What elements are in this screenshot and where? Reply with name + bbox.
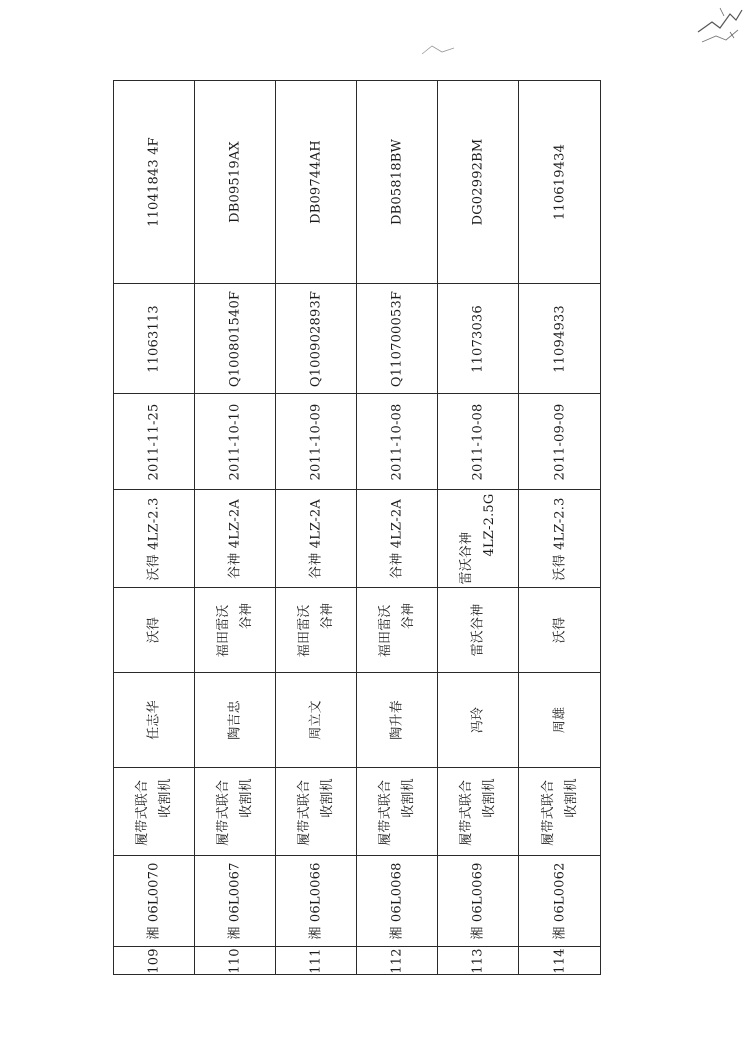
- machine-line-2: 收割机: [320, 777, 335, 818]
- serial-cell: [195, 81, 276, 284]
- table-row: [114, 856, 601, 947]
- machine-line-1: 履带式联合: [135, 779, 150, 846]
- model-cell: [114, 490, 195, 588]
- table-row: [114, 81, 601, 284]
- model-cell: [357, 490, 438, 588]
- brand-line-1: 福田雷沃: [378, 604, 393, 658]
- plate-cell: [519, 856, 601, 947]
- brand-cell: [519, 588, 601, 673]
- invoice-text: 11094933: [552, 304, 567, 373]
- invoice-text: Q100801540F: [227, 290, 243, 387]
- brand-cell: [195, 588, 276, 673]
- row-number-text: 111: [308, 947, 324, 974]
- table-row: [114, 768, 601, 856]
- date-text: 2011-11-25: [146, 403, 162, 480]
- date-cell: [438, 394, 519, 490]
- plate-text: 湘 06L0062: [552, 862, 567, 940]
- brand-line-1: 福田雷沃: [297, 604, 312, 658]
- machine-text: [459, 778, 497, 846]
- serial-text: DB09519AX: [227, 141, 243, 223]
- row-number-cell: [195, 947, 276, 975]
- brand-text: 沃得: [552, 616, 567, 644]
- date-cell: [276, 394, 357, 490]
- table-row: [114, 588, 601, 673]
- machine-line-2: 收割机: [401, 777, 416, 818]
- brand-cell: [114, 588, 195, 673]
- date-cell: [195, 394, 276, 490]
- plate-text: 湘 06L0067: [227, 862, 243, 940]
- model-cell: [438, 490, 519, 588]
- invoice-text: 11063113: [146, 304, 162, 373]
- row-number-text: 114: [552, 947, 567, 974]
- row-number-text: 113: [470, 947, 486, 974]
- row-number-cell: [357, 947, 438, 975]
- row-number-text: 110: [227, 947, 243, 974]
- machine-line-2: 收割机: [482, 777, 497, 818]
- owner-text: 周立文: [308, 700, 324, 740]
- model-text: 谷神 4LZ-2A: [308, 498, 324, 579]
- table-row: [114, 947, 601, 975]
- owner-cell: [195, 673, 276, 768]
- plate-text: 湘 06L0066: [308, 862, 324, 940]
- owner-text: 冯玲: [470, 706, 486, 734]
- brand-line-2: 谷神: [239, 602, 254, 630]
- machine-line-2: 收割机: [239, 777, 254, 818]
- serial-text: 11041843 4F: [146, 137, 162, 227]
- machine-line-1: 履带式联合: [378, 779, 393, 846]
- brand-line-2: 谷神: [320, 602, 335, 630]
- brand-line-2: 谷神: [401, 602, 416, 630]
- table-row: [114, 673, 601, 768]
- plate-cell: [438, 856, 519, 947]
- date-text: 2011-10-08: [470, 403, 486, 480]
- serial-cell: [438, 81, 519, 284]
- machine-line-2: 收割机: [563, 777, 579, 818]
- model-cell: [519, 490, 601, 588]
- invoice-cell: [195, 284, 276, 394]
- owner-text: 陶吉忠: [227, 700, 243, 740]
- date-text: 2011-10-10: [227, 403, 243, 480]
- machine-line-1: 履带式联合: [297, 779, 312, 846]
- row-number-cell: [276, 947, 357, 975]
- table-row: [114, 490, 601, 588]
- invoice-cell: [276, 284, 357, 394]
- owner-cell: [519, 673, 601, 768]
- owner-cell: [357, 673, 438, 768]
- date-text: 2011-10-09: [308, 403, 324, 480]
- scan-smudge-top-right: [690, 2, 750, 52]
- plate-cell: [195, 856, 276, 947]
- machine-text: [135, 778, 173, 846]
- owner-cell: [276, 673, 357, 768]
- machine-cell: [519, 768, 601, 856]
- invoice-text: 11073036: [470, 304, 486, 373]
- serial-text: 110619434: [552, 143, 567, 221]
- plate-cell: [357, 856, 438, 947]
- plate-text: 湘 06L0069: [470, 862, 486, 940]
- machine-line-1: 履带式联合: [540, 779, 556, 846]
- machine-cell: [195, 768, 276, 856]
- table-row: [114, 394, 601, 490]
- row-number-cell: [519, 947, 601, 975]
- brand-line-1: 福田雷沃: [216, 604, 231, 658]
- plate-text: 湘 06L0068: [389, 862, 405, 940]
- plate-cell: [114, 856, 195, 947]
- machine-cell: [276, 768, 357, 856]
- serial-cell: [519, 81, 601, 284]
- serial-cell: [357, 81, 438, 284]
- date-cell: [114, 394, 195, 490]
- machine-text: [378, 778, 416, 846]
- serial-text: DG02992BM: [470, 138, 486, 226]
- model-text: 谷神 4LZ-2A: [389, 498, 405, 579]
- scan-mark-top: [420, 42, 460, 58]
- date-text: 2011-09-09: [552, 403, 567, 480]
- model-text: 沃得 4LZ-2.3: [552, 496, 567, 581]
- model-text: [459, 493, 497, 584]
- machine-cell: [438, 768, 519, 856]
- model-line-1: 雷沃谷神: [459, 531, 474, 584]
- machine-cell: [114, 768, 195, 856]
- row-number-cell: [438, 947, 519, 975]
- date-cell: [357, 394, 438, 490]
- brand-cell: [357, 588, 438, 673]
- machine-line-1: 履带式联合: [216, 779, 231, 846]
- brand-text: [297, 603, 335, 657]
- invoice-cell: [438, 284, 519, 394]
- owner-text: 周雄: [552, 706, 567, 734]
- table-row: [114, 284, 601, 394]
- invoice-cell: [114, 284, 195, 394]
- serial-text: DB09744AH: [308, 140, 324, 224]
- brand-text: 雷沃谷神: [470, 603, 486, 657]
- serial-cell: [114, 81, 195, 284]
- invoice-text: Q100902893F: [308, 290, 324, 387]
- machine-text: [541, 778, 579, 846]
- brand-cell: [438, 588, 519, 673]
- owner-text: 陶升春: [389, 700, 405, 740]
- serial-text: DB05818BW: [389, 138, 405, 226]
- owner-cell: [114, 673, 195, 768]
- invoice-cell: [357, 284, 438, 394]
- row-number-text: 109: [146, 947, 162, 974]
- owner-cell: [438, 673, 519, 768]
- serial-cell: [276, 81, 357, 284]
- brand-text: 沃得: [146, 616, 162, 644]
- date-cell: [519, 394, 601, 490]
- machine-text: [216, 778, 254, 846]
- date-text: 2011-10-08: [389, 403, 405, 480]
- records-table: [113, 80, 601, 975]
- invoice-cell: [519, 284, 601, 394]
- machine-line-2: 收割机: [158, 777, 173, 818]
- model-line-2: 4LZ-2.5G: [482, 493, 497, 556]
- machine-line-1: 履带式联合: [459, 779, 474, 846]
- machine-text: [297, 778, 335, 846]
- plate-text: 湘 06L0070: [146, 862, 162, 940]
- row-number-text: 112: [389, 947, 405, 974]
- machine-cell: [357, 768, 438, 856]
- row-number-cell: [114, 947, 195, 975]
- model-text: 谷神 4LZ-2A: [227, 498, 243, 579]
- model-text: 沃得 4LZ-2.3: [146, 496, 162, 581]
- model-cell: [276, 490, 357, 588]
- invoice-text: Q110700053F: [389, 290, 405, 387]
- brand-text: [216, 603, 254, 657]
- model-cell: [195, 490, 276, 588]
- brand-cell: [276, 588, 357, 673]
- owner-text: 任志华: [146, 700, 162, 740]
- brand-text: [378, 603, 416, 657]
- plate-cell: [276, 856, 357, 947]
